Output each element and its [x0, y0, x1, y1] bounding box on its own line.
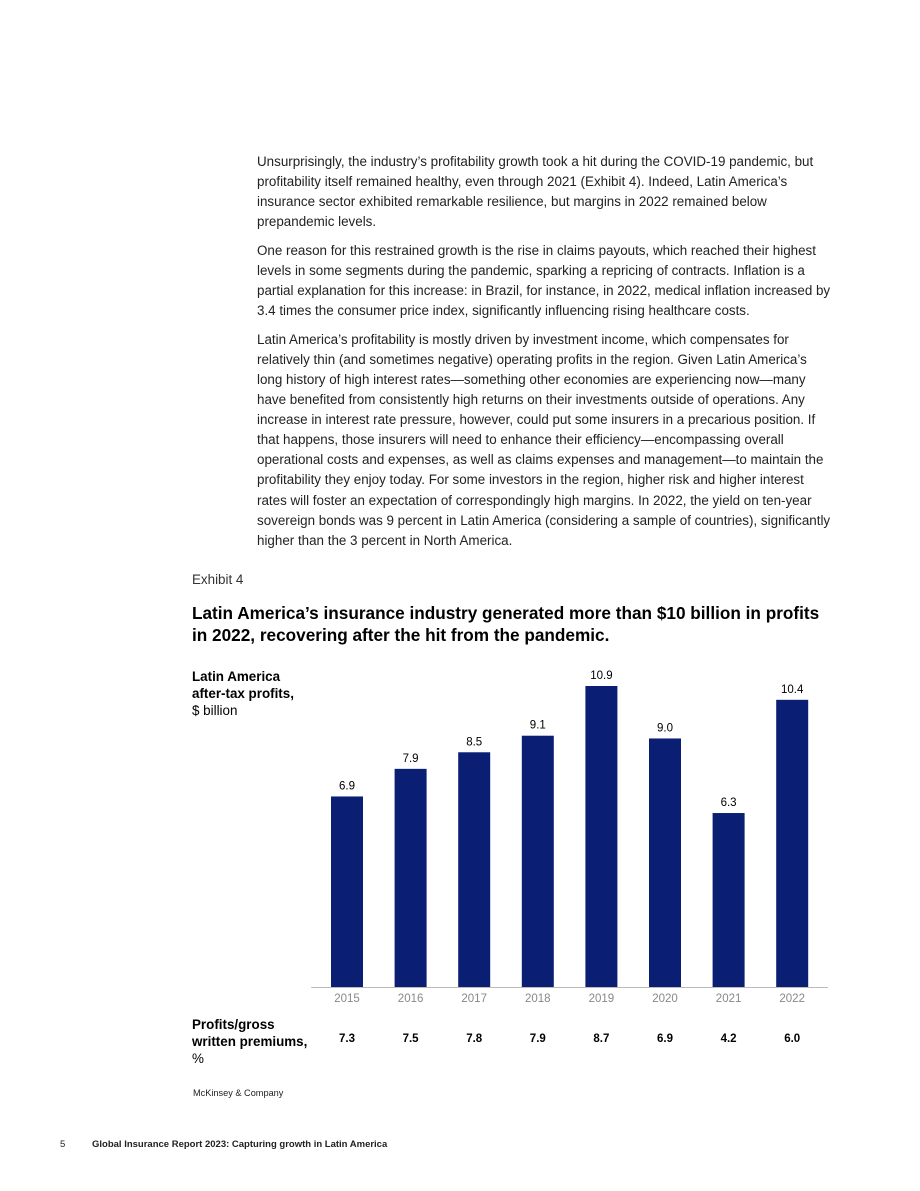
exhibit-label: Exhibit 4 [192, 572, 244, 587]
report-title: Global Insurance Report 2023: Capturing growth in Latin America [92, 1139, 388, 1150]
ratio-value-2019: 8.7 [593, 1033, 610, 1045]
x-tick-label-2019: 2019 [588, 993, 615, 1005]
ratio-label-line2: written premiums, [192, 1034, 308, 1049]
bar-value-label-2021: 6.3 [720, 797, 737, 810]
y-axis-label-line1: Latin America [192, 669, 281, 684]
bar-2020 [649, 738, 681, 987]
x-tick-label-2021: 2021 [715, 993, 742, 1005]
ratio-value-2017: 7.8 [466, 1033, 483, 1045]
bar-value-label-2016: 7.9 [402, 752, 419, 765]
bar-2016 [395, 769, 427, 987]
bar-2021 [713, 813, 745, 987]
ratio-value-2021: 4.2 [720, 1033, 737, 1045]
y-axis-label-line2: after-tax profits, [192, 686, 294, 701]
ratio-label-line1: Profits/gross [192, 1017, 275, 1032]
x-tick-label-2020: 2020 [652, 993, 678, 1005]
bar-2017 [458, 752, 490, 987]
exhibit-title: Latin America’s insurance industry generated more than $10 billion in profits in 2022, recovering after the hit from the pandemic. [192, 603, 820, 645]
ratio-label-unit: % [192, 1051, 204, 1066]
x-tick-label-2022: 2022 [779, 993, 805, 1005]
ratio-value-2020: 6.9 [657, 1033, 673, 1045]
bar-value-label-2017: 8.5 [466, 736, 483, 749]
bar-2015 [331, 796, 363, 987]
bar-value-label-2019: 10.9 [590, 670, 613, 682]
page-footer [60, 1139, 387, 1150]
bar-2018 [522, 736, 554, 987]
bar-value-label-2015: 6.9 [339, 780, 355, 793]
ratio-value-2022: 6.0 [784, 1033, 801, 1045]
paragraph-2: One reason for this restrained growth is the rise in claims payouts, which reached their highest levels in some segments during the pandemic, sparking a repricing of contracts. Inflation is a partial explanation for this increase: in Brazil, for instance, in 2022, medical inflation increased by 3.4 times the consumer price index, significantly influencing rising healthcare costs. [257, 242, 831, 319]
source-note: McKinsey & Company [193, 1088, 284, 1098]
ratio-value-2018: 7.9 [529, 1033, 546, 1045]
x-tick-label-2015: 2015 [334, 993, 360, 1005]
bar-2019 [585, 686, 617, 987]
page-number: 5 [60, 1139, 66, 1150]
ratio-value-2016: 7.5 [402, 1033, 419, 1045]
paragraph-3: Latin America’s profitability is mostly driven by investment income, which compensates for relatively thin (and sometimes negative) operating profits in the region. Given Latin America’s long history of high interest rates—something other economies are experiencing now—many have benefited from consistently high returns on their investments outside of operations. Any increase in interest rate pressure, however, could put some insurers in a precarious position. If that happens, those insurers will need to enhance their efficiency—encompassing overall operational costs and expenses, as well as claims expenses and management—to maintain the profitability they enjoy today. For some investors in the region, higher risk and higher interest rates will foster an expectation of correspondingly high margins. In 2022, the yield on ten-year sovereign bonds was 9 percent in Latin America (considering a sample of countries), significantly higher than the 3 percent in North America. [257, 331, 831, 548]
x-tick-label-2018: 2018 [525, 993, 551, 1005]
bar-value-label-2022: 10.4 [781, 683, 804, 696]
bar-2022 [776, 700, 808, 987]
ratio-row-label [192, 1016, 322, 1067]
y-axis-unit: $ billion [192, 703, 238, 718]
bar-value-label-2018: 9.1 [529, 719, 546, 732]
paragraph-1: Unsurprisingly, the industry’s profitability growth took a hit during the COVID-19 pandemic, but profitability itself remained healthy, even through 2021 (Exhibit 4). Indeed, Latin America’s insurance sector exhibited remarkable resilience, but margins in 2022 remained below prepandemic levels. [257, 154, 814, 230]
x-tick-label-2016: 2016 [397, 993, 424, 1005]
bar-value-label-2020: 9.0 [657, 722, 673, 735]
x-tick-label-2017: 2017 [461, 993, 487, 1005]
ratio-value-2015: 7.3 [339, 1033, 355, 1045]
